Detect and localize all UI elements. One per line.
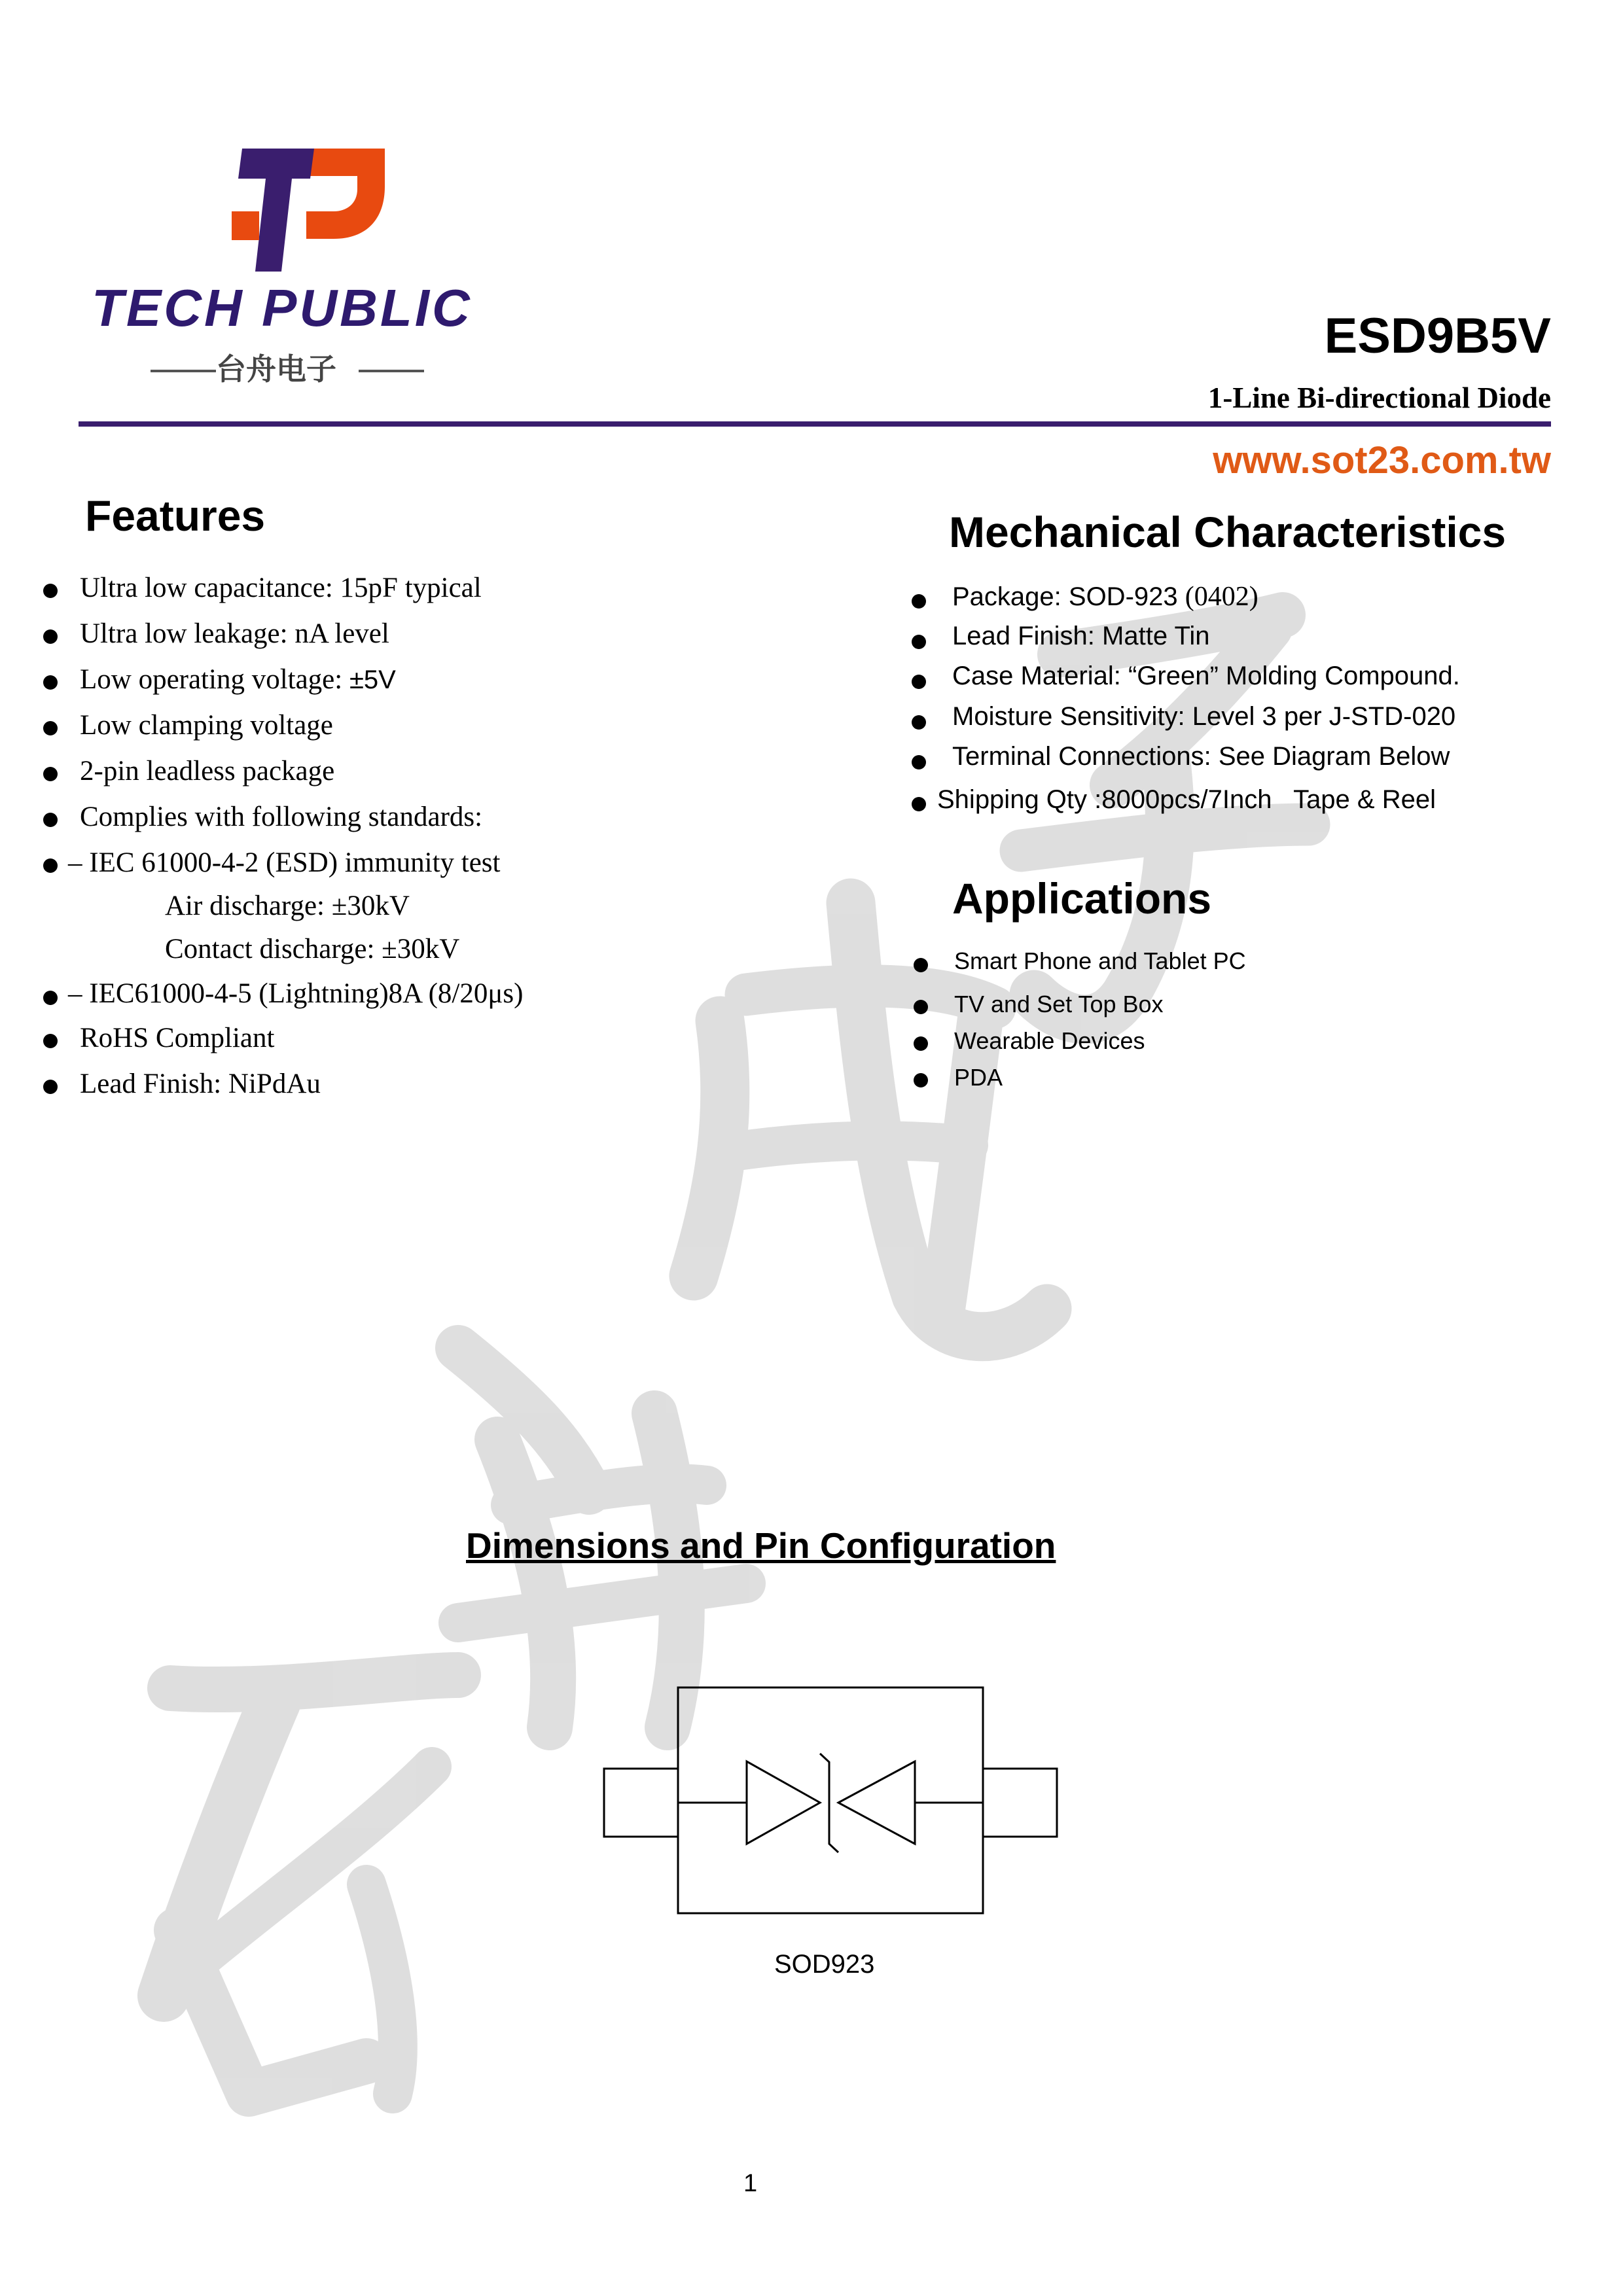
bullet-icon xyxy=(914,1036,928,1051)
bullet-icon xyxy=(914,1000,928,1014)
company-name: TECH PUBLIC xyxy=(92,279,473,337)
right-pad xyxy=(983,1769,1057,1837)
list-item: Ultra low capacitance: 15pF typical xyxy=(80,573,482,603)
list-item: – IEC61000-4-5 (Lightning)8A (8/20μs) xyxy=(68,978,524,1009)
diode-right-icon xyxy=(838,1761,915,1844)
company-name-cn: 台舟电子 xyxy=(216,352,336,386)
divider xyxy=(359,370,424,372)
bullet-icon xyxy=(43,991,58,1005)
bullet-icon xyxy=(43,721,58,735)
bullet-icon xyxy=(43,629,58,644)
operating-voltage-value: ±5V xyxy=(349,665,396,694)
bullet-icon xyxy=(43,813,58,827)
bullet-icon xyxy=(43,767,58,781)
bullet-icon xyxy=(912,755,926,769)
page-number: 1 xyxy=(743,2170,758,2197)
part-number: ESD9B5V xyxy=(1324,308,1551,364)
diode-bar-icon xyxy=(820,1754,838,1852)
list-item-label: Package: SOD-923 xyxy=(952,582,1185,611)
list-item: PDA xyxy=(954,1064,1003,1091)
list-item: TV and Set Top Box xyxy=(954,991,1164,1017)
list-item: Moisture Sensitivity: Level 3 per J-STD-020 xyxy=(952,702,1456,731)
package-label: SOD923 xyxy=(774,1950,875,1979)
list-item: Shipping Qty :8000pcs/7Inch Tape & Reel xyxy=(937,785,1436,814)
list-item xyxy=(952,581,1258,612)
package-code: (0402) xyxy=(1185,582,1258,612)
list-item: Smart Phone and Tablet PC xyxy=(954,947,1246,974)
bullet-icon xyxy=(43,858,58,873)
diode-left-icon xyxy=(747,1761,820,1844)
list-item: Lead Finish: NiPdAu xyxy=(80,1069,321,1099)
left-pad xyxy=(604,1769,678,1837)
bullet-icon xyxy=(43,1034,58,1048)
bullet-icon xyxy=(43,675,58,690)
website-link[interactable]: www.sot23.com.tw xyxy=(1213,439,1551,482)
bullet-icon xyxy=(43,1080,58,1094)
list-item: Wearable Devices xyxy=(954,1027,1145,1054)
header-divider xyxy=(79,421,1551,427)
company-logo-icon xyxy=(229,147,386,272)
list-item: Ultra low leakage: nA level xyxy=(80,618,389,649)
list-item: 2-pin leadless package xyxy=(80,756,335,786)
divider xyxy=(151,370,216,372)
sub-list-item: Air discharge: ±30kV xyxy=(165,891,410,921)
mechanical-title: Mechanical Characteristics xyxy=(949,508,1507,556)
part-description: 1-Line Bi-directional Diode xyxy=(1207,381,1551,414)
package-diagram xyxy=(599,1685,1067,1927)
list-item-label: Low operating voltage: xyxy=(80,664,349,695)
list-item: – IEC 61000-4-2 (ESD) immunity test xyxy=(68,847,501,878)
features-title: Features xyxy=(85,491,266,540)
bullet-icon xyxy=(912,715,926,730)
list-item: Lead Finish: Matte Tin xyxy=(952,622,1210,650)
list-item: Case Material: “Green” Molding Compound. xyxy=(952,662,1460,690)
applications-title: Applications xyxy=(952,874,1212,923)
bullet-icon xyxy=(912,797,926,811)
dimensions-title: Dimensions and Pin Configuration xyxy=(466,1525,1056,1566)
bullet-icon xyxy=(914,1073,928,1087)
list-item: RoHS Compliant xyxy=(80,1023,275,1053)
bullet-icon xyxy=(912,675,926,689)
bullet-icon xyxy=(914,958,928,972)
bullet-icon xyxy=(912,635,926,649)
sub-list-item: Contact discharge: ±30kV xyxy=(165,934,460,964)
list-item: Complies with following standards: xyxy=(80,802,483,832)
list-item xyxy=(80,663,396,696)
list-item: Low clamping voltage xyxy=(80,710,333,741)
package-body xyxy=(678,1687,983,1913)
bullet-icon xyxy=(43,584,58,598)
bullet-icon xyxy=(912,594,926,609)
list-item: Terminal Connections: See Diagram Below xyxy=(952,742,1450,771)
